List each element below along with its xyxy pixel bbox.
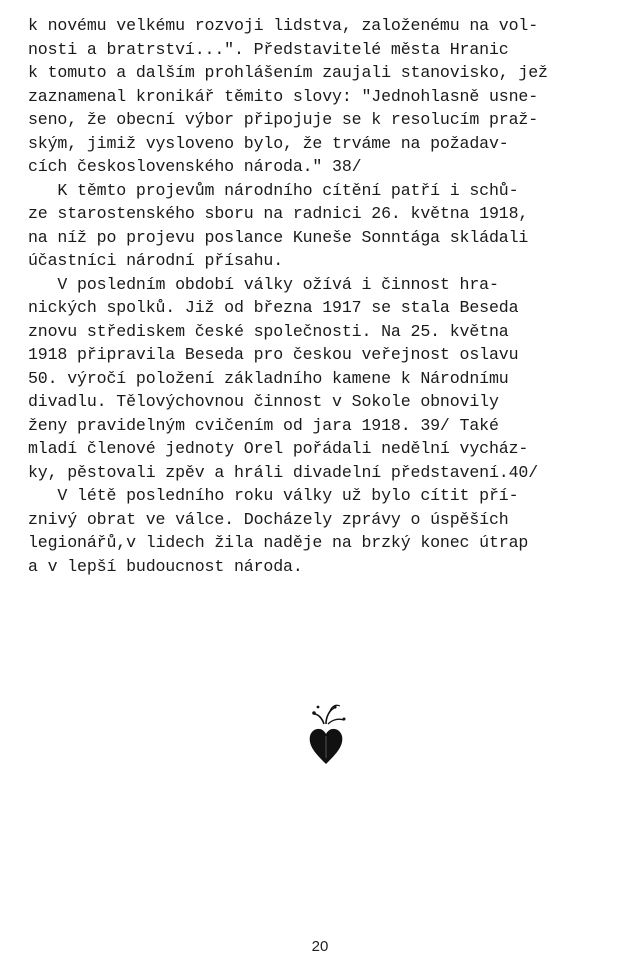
text-line: legionářů,v lidech žila naděje na brzký konec útrap [28,533,529,552]
text-line: znovu střediskem české společnosti. Na 25. května [28,321,509,341]
text-line: znivý obrat ve válce. Docházely zprávy o úspěších [28,509,509,529]
text-line: K těmto projevům národního cítění patří i schů- [28,180,519,200]
text-line: seno, že obecní výbor připojuje se k resolucím praž- [28,110,539,129]
text-line: ženy pravidelným cvičením od jara 1918. 39/ Také [28,415,499,435]
text-line: ky, pěstovali zpěv a hráli divadelní představení.40/ [28,462,539,482]
page-number: 20 [311,938,329,955]
text-line: ským, jimiž vysloveno bylo, že trváme na požadav- [28,133,509,153]
text-line: nických spolků. Již od března 1917 se stala Beseda [28,298,519,317]
text-line: na níž po projevu poslance Kuneše Sonntága skládali [28,227,529,247]
text-line: cích československého národa." 38/ [28,157,362,176]
text-line: 1918 připravila Beseda pro českou veřejnost oslavu [28,345,519,364]
text-line: zaznamenal kronikář těmito slovy: "Jednohlasně usne- [28,86,539,106]
text-line: V posledním období války ožívá i činnost hra- [28,274,499,294]
text-line: nosti a bratrství...". Představitelé města Hranic [28,39,509,59]
text-line: V létě posledního roku války už bylo cítit pří- [28,486,519,505]
text-line: účastníci národní přísahu. [28,251,284,270]
text-line: k novému velkému rozvoji lidstva, založenému na vol- [28,16,539,35]
heart-leaf-ornament-icon [306,702,356,766]
text-line: a v lepší budoucnost národa. [28,556,303,576]
text-line: k tomuto a dalším prohlášením zaujali stanovisko, jež [28,63,548,82]
text-line: 50. výročí položení základního kamene k Národnímu [28,368,509,388]
text-line: divadlu. Tělovýchovnou činnost v Sokole obnovily [28,392,499,411]
text-line: ze starostenského sboru na radnici 26. května 1918, [28,204,529,223]
body-text [28,14,628,578]
text-line: mladí členové jednoty Orel pořádali nedělní vycház- [28,439,529,458]
